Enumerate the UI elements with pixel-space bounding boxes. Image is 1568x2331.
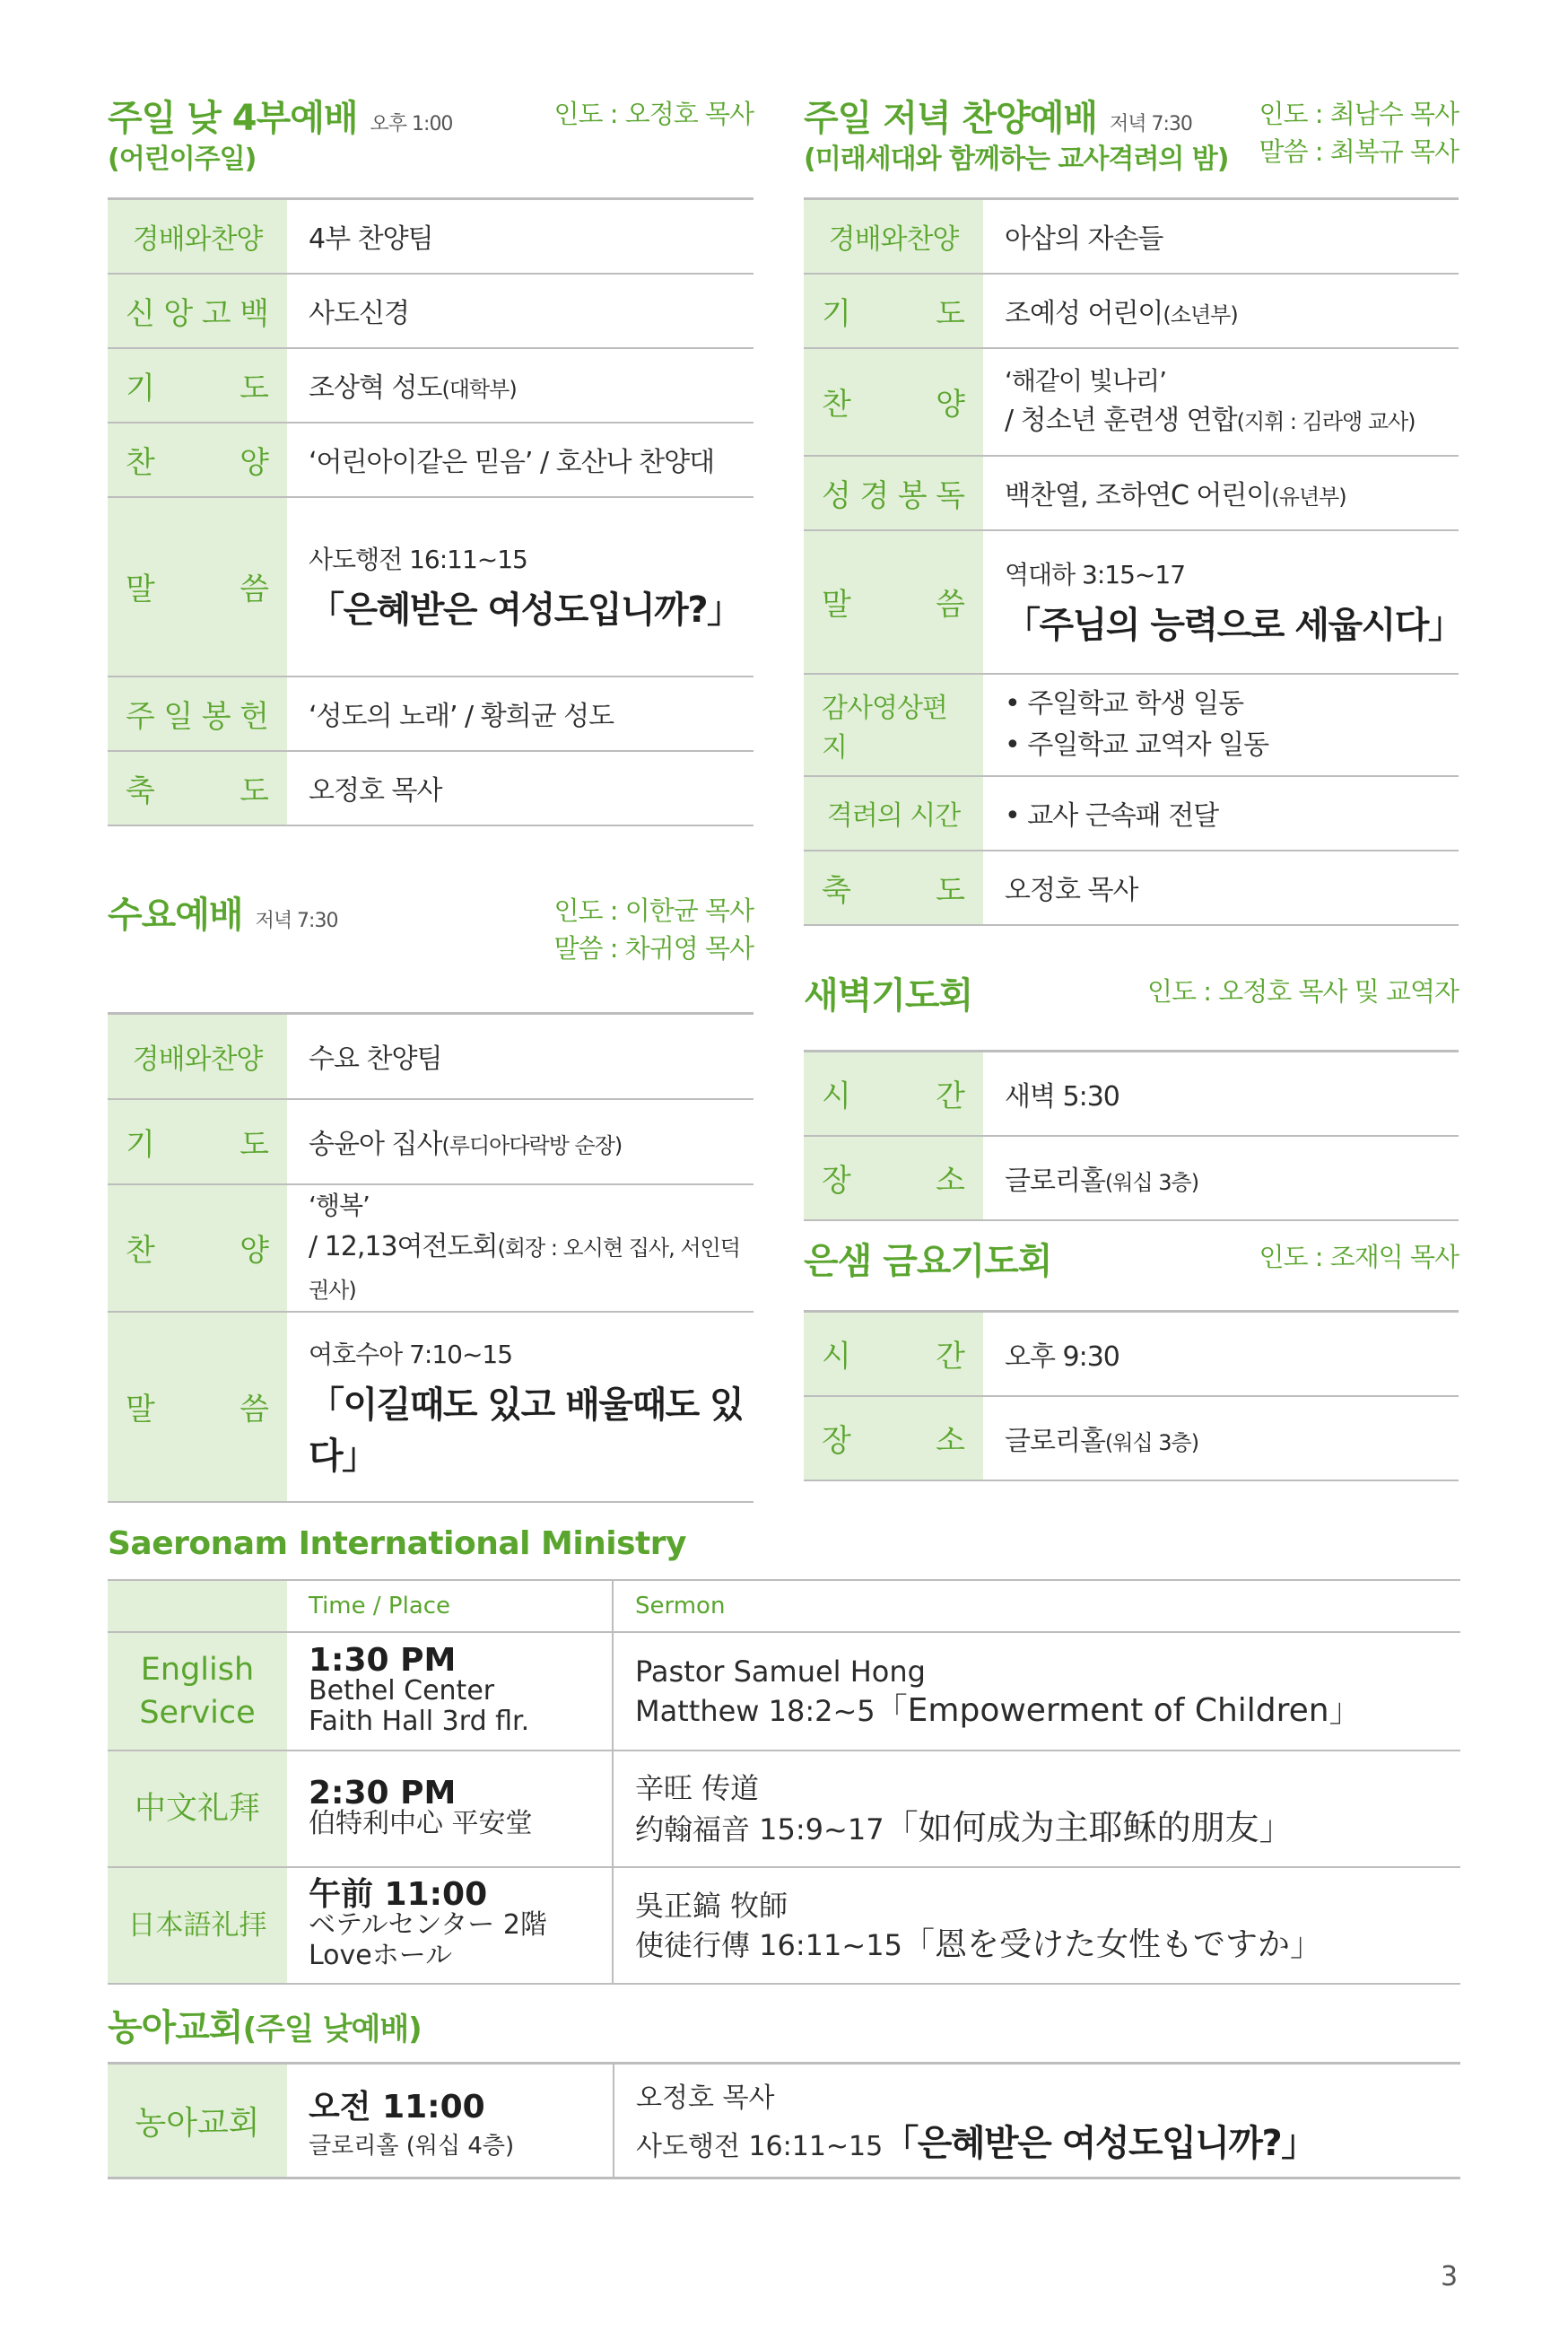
time-place: 1:30 PM Bethel Center Faith Hall 3rd flr. bbox=[287, 1632, 613, 1750]
row-value: ‘행복’ / 12,13여전도회(회장 : 오시현 집사, 서인덕 권사) bbox=[287, 1184, 754, 1312]
evening-time: 저녁 7:30 bbox=[1109, 113, 1192, 135]
evening-leader: 인도 : 최남수 목사 말씀 : 최복규 목사 bbox=[1259, 99, 1459, 167]
table-row bbox=[108, 1014, 754, 1099]
row-value: 새벽 5:30 bbox=[983, 1052, 1459, 1136]
table-row bbox=[804, 674, 1459, 776]
row-label: 경배와찬양 bbox=[132, 1043, 263, 1076]
evening-table bbox=[804, 197, 1463, 926]
time-place: 2:30 PM 伯特利中心 平安堂 bbox=[287, 1750, 613, 1867]
row-value: 조예성 어린이(소년부) bbox=[983, 274, 1459, 348]
row-label: 농아교회 bbox=[108, 2064, 287, 2178]
sermon-cell: 吳正鎬 牧師 使徒行傳 16:11~15「恩を受けた女性もですか」 bbox=[613, 1867, 1460, 1984]
row-value bbox=[983, 530, 1463, 674]
dawn-table bbox=[804, 1050, 1459, 1221]
row-value: 백찬열, 조하연C 어린이(유년부) bbox=[983, 456, 1459, 530]
evening-subtitle: (미래세대와 함께하는 교사격려의 밤) bbox=[804, 144, 1229, 175]
row-label: 시 간 bbox=[822, 1339, 965, 1375]
dawn-header bbox=[804, 967, 1459, 1050]
evening-title: 주일 저녁 찬양예배 저녁 7:30 bbox=[804, 98, 1192, 139]
row-value: 사도신경 bbox=[287, 274, 754, 348]
table-row bbox=[108, 1184, 754, 1312]
row-label: 경배와찬양 bbox=[828, 223, 959, 256]
table-row bbox=[108, 1099, 754, 1184]
scripture-ref: 역대하 3:15~17 bbox=[1005, 560, 1186, 589]
row-value bbox=[287, 497, 754, 677]
sermon-cell: Pastor Samuel Hong Matthew 18:2~5「Empowerment of Children」 bbox=[613, 1632, 1460, 1750]
table-row bbox=[804, 851, 1459, 925]
row-label: 감사영상편지 bbox=[822, 692, 947, 764]
sunday4-subtitle: (어린이주일) bbox=[108, 144, 257, 175]
table-row bbox=[804, 1396, 1459, 1480]
row-value: ‘해같이 빛나리’ / 청소년 훈련생 연합(지휘 : 김라앵 교사) bbox=[983, 348, 1459, 456]
sunday4-section bbox=[108, 90, 754, 826]
row-label: 기 도 bbox=[822, 295, 965, 332]
row-label: 장 소 bbox=[822, 1163, 965, 1199]
table-row bbox=[108, 1312, 754, 1502]
intl-header-blank bbox=[108, 1580, 287, 1632]
wednesday-title: 수요예배 저녁 7:30 bbox=[108, 895, 338, 936]
row-value: 아삽의 자손들 bbox=[983, 199, 1459, 274]
friday-leader: 인도 : 조재익 목사 bbox=[1259, 1242, 1459, 1272]
row-label: 말 씀 bbox=[822, 587, 965, 623]
page-number: 3 bbox=[1441, 2261, 1459, 2292]
deaf-title: 농아교회(주일 낮예배) bbox=[108, 2007, 422, 2048]
row-label: 말 씀 bbox=[126, 1392, 269, 1427]
intl-table bbox=[108, 1579, 1460, 1985]
table-row bbox=[804, 1052, 1459, 1136]
table-row bbox=[108, 677, 754, 751]
row-label: 경배와찬양 bbox=[132, 223, 263, 256]
row-value: • 교사 근속패 전달 bbox=[983, 776, 1459, 851]
table-row bbox=[108, 497, 754, 677]
friday-title: 은샘 금요기도회 bbox=[804, 1241, 1052, 1282]
table-row bbox=[108, 199, 754, 274]
row-value: 오정호 목사 bbox=[983, 851, 1459, 925]
row-value: 글로리홀(워십 3층) bbox=[983, 1396, 1459, 1480]
dawn-title: 새벽기도회 bbox=[804, 975, 973, 1017]
deaf-table bbox=[108, 2062, 1460, 2179]
table-row bbox=[108, 2064, 1460, 2178]
sunday4-leader: 인도 : 오정호 목사 bbox=[553, 99, 754, 129]
row-label: English Service bbox=[108, 1632, 287, 1750]
row-label: 기 도 bbox=[126, 370, 269, 406]
row-label: 신 앙 고 백 bbox=[126, 295, 269, 332]
row-value: 4부 찬양팀 bbox=[287, 199, 754, 274]
row-label: 말 씀 bbox=[126, 572, 269, 607]
table-row bbox=[108, 274, 754, 348]
table-row bbox=[108, 1750, 1460, 1867]
row-label: 주 일 봉 헌 bbox=[126, 698, 269, 735]
dawn-section bbox=[804, 967, 1459, 1221]
table-row bbox=[108, 1632, 1460, 1750]
table-row bbox=[804, 456, 1459, 530]
sermon-title: 「이길때도 있고 배울때도 있다」 bbox=[309, 1384, 744, 1477]
sermon-cell: 오정호 목사 사도행전 16:11~15「은혜받은 여성도입니까?」 bbox=[614, 2064, 1460, 2178]
row-value: ‘성도의 노래’ / 황희균 성도 bbox=[287, 677, 754, 751]
row-value: ‘어린아이같은 믿음’ / 호산나 찬양대 bbox=[287, 423, 754, 497]
row-label: 장 소 bbox=[822, 1423, 965, 1459]
row-label: 日本語礼拝 bbox=[108, 1867, 287, 1984]
wednesday-section bbox=[108, 886, 754, 1503]
row-label: 축 도 bbox=[126, 773, 269, 809]
scripture-ref: 여호수아 7:10~15 bbox=[309, 1339, 513, 1369]
dawn-leader: 인도 : 오정호 목사 및 교역자 bbox=[1146, 976, 1459, 1007]
evening-section bbox=[804, 90, 1463, 926]
wednesday-header bbox=[108, 886, 754, 1012]
table-row bbox=[804, 348, 1459, 456]
sunday4-title: 주일 낮 4부예배 오후 1:00 bbox=[108, 98, 453, 139]
sermon-title: 「주님의 능력으로 세웁시다」 bbox=[1005, 605, 1463, 646]
table-row bbox=[804, 1136, 1459, 1220]
friday-header bbox=[804, 1233, 1459, 1310]
friday-table bbox=[804, 1310, 1459, 1481]
row-value: • 주일학교 학생 일동 • 주일학교 교역자 일동 bbox=[983, 674, 1459, 776]
row-label: 기 도 bbox=[126, 1126, 269, 1163]
table-row bbox=[804, 776, 1459, 851]
intl-title: Saeronam International Ministry bbox=[108, 1525, 686, 1562]
time-place: 오전 11:00 글로리홀 (워십 4층) bbox=[287, 2064, 614, 2178]
row-value: 수요 찬양팀 bbox=[287, 1014, 754, 1099]
table-row bbox=[804, 274, 1459, 348]
row-label: 축 도 bbox=[822, 872, 965, 909]
row-label: 찬 양 bbox=[126, 444, 269, 481]
table-row bbox=[108, 751, 754, 825]
sunday4-time: 오후 1:00 bbox=[370, 113, 453, 135]
row-label: 성 경 봉 독 bbox=[822, 477, 965, 514]
scripture-ref: 사도행전 16:11~15 bbox=[309, 545, 527, 574]
wednesday-table bbox=[108, 1012, 754, 1503]
time-place: 午前 11:00 ベテルセンター 2階 Loveホール bbox=[287, 1867, 613, 1984]
table-row bbox=[804, 199, 1459, 274]
row-label: 시 간 bbox=[822, 1078, 965, 1115]
sunday4-table bbox=[108, 197, 754, 826]
row-value: 오후 9:30 bbox=[983, 1312, 1459, 1396]
row-value: 글로리홀(워십 3층) bbox=[983, 1136, 1459, 1220]
row-label: 中文礼拜 bbox=[108, 1750, 287, 1867]
row-value: 송윤아 집사(루디아다락방 순장) bbox=[287, 1099, 754, 1184]
friday-section bbox=[804, 1233, 1459, 1481]
table-row bbox=[108, 348, 754, 423]
row-label: 격려의 시간 bbox=[826, 800, 961, 832]
sermon-title: 「은혜받은 여성도입니까?」 bbox=[309, 589, 742, 631]
table-row bbox=[108, 1867, 1460, 1984]
evening-header bbox=[804, 90, 1459, 197]
row-label: 찬 양 bbox=[126, 1233, 269, 1269]
table-row bbox=[804, 1312, 1459, 1396]
row-value: 오정호 목사 bbox=[287, 751, 754, 825]
intl-header-sermon: Sermon bbox=[613, 1580, 1460, 1632]
row-value: 조상혁 성도(대학부) bbox=[287, 348, 754, 423]
wednesday-leader: 인도 : 이한균 목사 말씀 : 차귀영 목사 bbox=[553, 895, 754, 964]
sermon-cell: 辛旺 传道 约翰福音 15:9~17「如何成为主耶稣的朋友」 bbox=[613, 1750, 1460, 1867]
intl-header-row bbox=[108, 1580, 1460, 1632]
sunday4-header bbox=[108, 90, 754, 197]
row-label: 찬 양 bbox=[822, 387, 965, 423]
table-row bbox=[804, 530, 1459, 674]
intl-header-time: Time / Place bbox=[287, 1580, 613, 1632]
wednesday-time: 저녁 7:30 bbox=[255, 910, 338, 932]
row-value bbox=[287, 1312, 754, 1502]
table-row bbox=[108, 423, 754, 497]
